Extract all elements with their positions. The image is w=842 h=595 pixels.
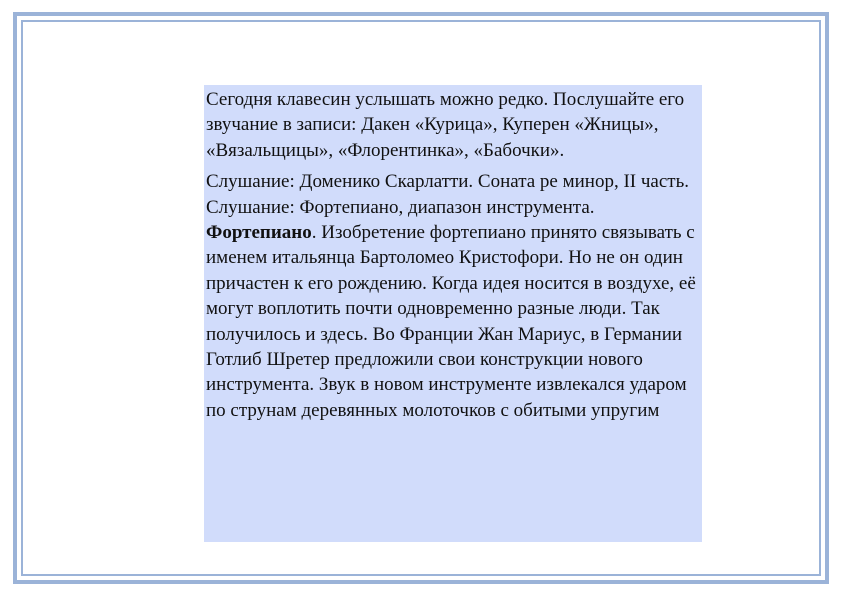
piano-heading: Фортепиано: [206, 222, 312, 244]
paragraph-harpsichord: Сегодня клавесин услышать можно редко. Послушайте его звучание в записи: Дакен «Курица», Куперен «Жницы», «Вязальщицы», «Флорентинка», «Бабочки».: [206, 89, 685, 161]
piano-history-text: . Изобретение фортепиано принято связывать с именем итальянца Бартоломео Кристофори. Но не он один причастен к его рождению. Когда идея носится в воздухе, её могут воплотить почти одновременно разные люди. Так получилось и здесь. Во Франции Жан Мариус, в Германии Готлиб Шретер предложили свои конструкции нового инструмента. Звук в новом инструменте извлекался ударом по струнам деревянных молоточков с обитыми упругим: [206, 222, 696, 421]
paragraph-scarlatti: Слушание: Доменико Скарлатти. Соната ре минор, II часть.: [206, 171, 690, 193]
paragraph-piano-range: Слушание: Фортепиано, диапазон инструмента.: [206, 196, 595, 218]
paragraph-piano-history: [206, 220, 702, 423]
text-box: [204, 85, 702, 542]
